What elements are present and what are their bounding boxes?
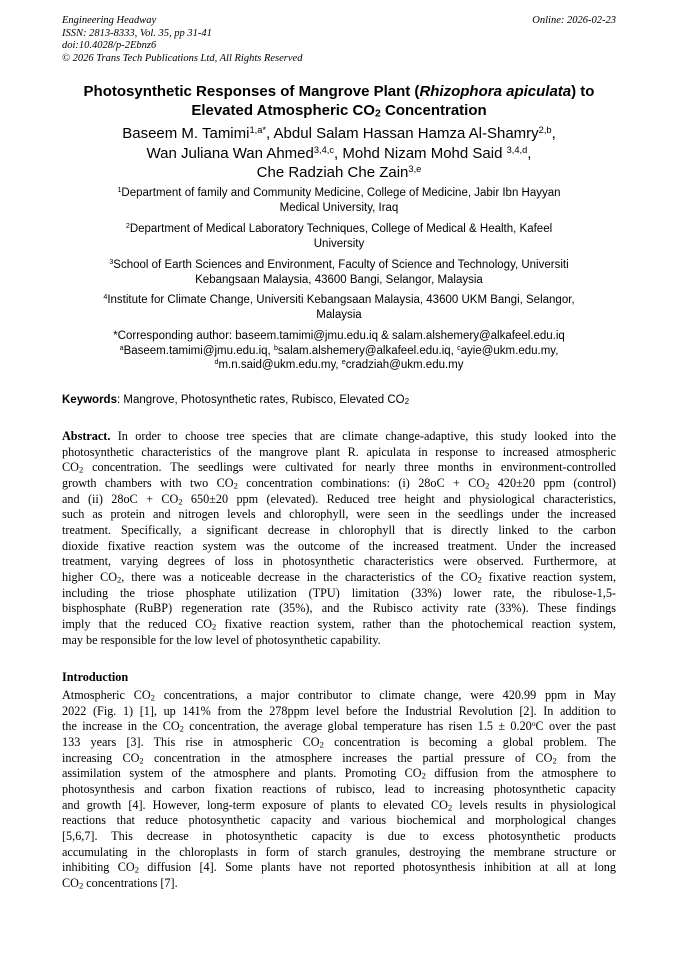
affiliation-1: $^1$Department of family and Community Medicine, College of Medicine, Jabir Ibn Hayyan Medical University, Iraq [117, 186, 561, 214]
section-heading-introduction: Introduction [62, 670, 129, 684]
issn-line: ISSN: 2813-8333, Vol. 35, pp 31-41 [62, 27, 212, 39]
affiliation-2: $^2$Department of Medical Laboratory Techniques, College of Medical & Health, Kafeel University [125, 222, 553, 250]
author-name: , Mohd Nizam Mohd Said [334, 144, 507, 162]
email-link[interactable]: cradziah@ukm.edu.my [345, 359, 464, 371]
author-list: Baseem M. Tamimi$^{1,a*}$, Abdul Salam Hassan Hamza Al-Shamry$^{2,b}$, Wan Juliana Wan Ahmed$^{3,4,c}$, Mohd Nizam Mohd Said $^{3,4,d}$, Che Radziah Che Zain$^{3,e}$ [122, 124, 556, 181]
author-name: Che Radziah Che Zain [256, 164, 409, 181]
corresponding-author: *Corresponding author: baseem.tamimi@jmu.edu.iq & salam.alshemery@alkafeel.edu.iq $^a$Baseem.tamimi@jmu.edu.iq, $^b$salam.alshemery@alkafeel.edu.iq, $^c$ayie@ukm.edu.my, $^d$m.n.said@ukm.edu.my, $^e$cradziah@ukm.edu.my [113, 330, 565, 371]
journal-name: Engineering Headway [62, 15, 157, 26]
affiliation-4: $^4$Institute for Climate Change, Universiti Kebangsaan Malaysia, 43600 UKM Bangi, Selangor, Malaysia [103, 293, 575, 321]
abstract-label: Abstract. [62, 429, 111, 443]
paper-title: Photosynthetic Responses of Mangrove Plant (Rhizophora apiculata) to Elevated Atmospheric $CO_2$ Concentration [83, 83, 595, 120]
introduction-body: Atmospheric $CO_2$ concentrations, a major contributor to climate change, were 420.99 ppm in May 2022 (Fig. 1) [1], up 141% from the 278ppm level before the Industrial Revolution [2]. In addition to the increase in the $CO_2$ concentration, the average global temperature has risen $1.5 \pm 0.20^oC$ over the past 133 years [3]. This rise in atmospheric $CO_2$ concentration is becoming a global problem. The increasing $CO_2$ concentration in the atmosphere increases the partial pressure of $CO_2$ from the assimilation system of the atmosphere and plants. Promoting $CO_2$ diffusion from the atmosphere to photosynthesis and carbon fixation reactions of rubisco, lead to increasing photosynthetic capacity and growth [4]. However, long-term exposure of plants to elevated $CO_2$ levels results in physiological reactions that reduce photosynthetic capacity and various biochemical and morphological changes [5,6,7]. This decrease in photosynthetic capacity is due to excess photosynthetic products accumulating in the chloroplasts in form of starch granules, destroying the membrane structure or inhibiting $CO_2$ diffusion [4]. Some plants have not reported photosynthesis inhibition at all at long $CO_2$ concentrations [7]. [62, 688, 617, 891]
keywords: Keywords: Mangrove, Photosynthetic rates, Rubisco, Elevated $CO_2$ [62, 394, 410, 407]
email-link[interactable]: ayie@ukm.edu.my, [460, 344, 559, 357]
keywords-label: Keywords [62, 394, 117, 406]
copyright-line: © 2026 Trans Tech Publications Ltd, All Rights Reserved [62, 52, 303, 64]
journal-header [62, 15, 616, 65]
email-link[interactable]: salam.alshemery@alkafeel.edu.iq, [277, 344, 458, 357]
affiliation-3: $^3$School of Earth Sciences and Environment, Faculty of Science and Technology, Universiti Kebangsaan Malaysia, 43600 Bangi, Selangor, Malaysia [109, 258, 569, 286]
author-name: Wan Juliana Wan Ahmed [146, 144, 314, 162]
online-date: Online: 2026-02-23 [532, 15, 616, 26]
species-name: Rhizophora apiculata [419, 83, 572, 100]
author-name: , Abdul Salam Hassan Hamza Al-Shamry [266, 125, 539, 142]
abstract: Abstract. In order to choose tree species that are climate change-adaptive, this study looked into the photosynthetic characteristics of the mangrove plant R. apiculata in response to increased atmospheric $CO_2$ concentration. The seedlings were cultivated for nearly three months in environment-controlled growth chambers with two $CO_2$ concentration combinations: (i) $28oC + CO_2$ 420±20 ppm (control) and (ii) $28oC + CO_2$ 650±20 ppm (elevated). Reduced tree height and physiological characteristics, such as protein and nitrogen levels and chlorophyll, were seen in the seedlings under the increased treatment. Specifically, a significant decrease in chlorophyll that is directly linked to the carbon dioxide fixative reaction system was the outcome of the increased treatment. Under the increased treatment, varying degrees of loss in photosynthetic characteristics were observed. Furthermore, at higher $CO_2$, there was a noticeable decrease in the characteristics of the $CO_2$ fixative reaction system, including the triose phosphate utilization (TPU) limitation (33%) lower rate, the ribulose-1,5- bisphosphate (RuBP) regeneration rate (35%), and the Rubisco activity rate (33%). These findings imply that the reduced $CO_2$ fixative reaction system, rather than the photochemical reaction system, may be responsible for the low level of photosynthetic capability. [62, 429, 616, 647]
author-name: Baseem M. Tamimi [122, 125, 250, 142]
email-link[interactable]: Baseem.tamimi@jmu.edu.iq, [123, 344, 274, 357]
doi-line[interactable]: doi:10.4028/p-2Ebnz6 [62, 40, 157, 52]
email-link[interactable]: m.n.said@ukm.edu.my, [218, 359, 342, 371]
